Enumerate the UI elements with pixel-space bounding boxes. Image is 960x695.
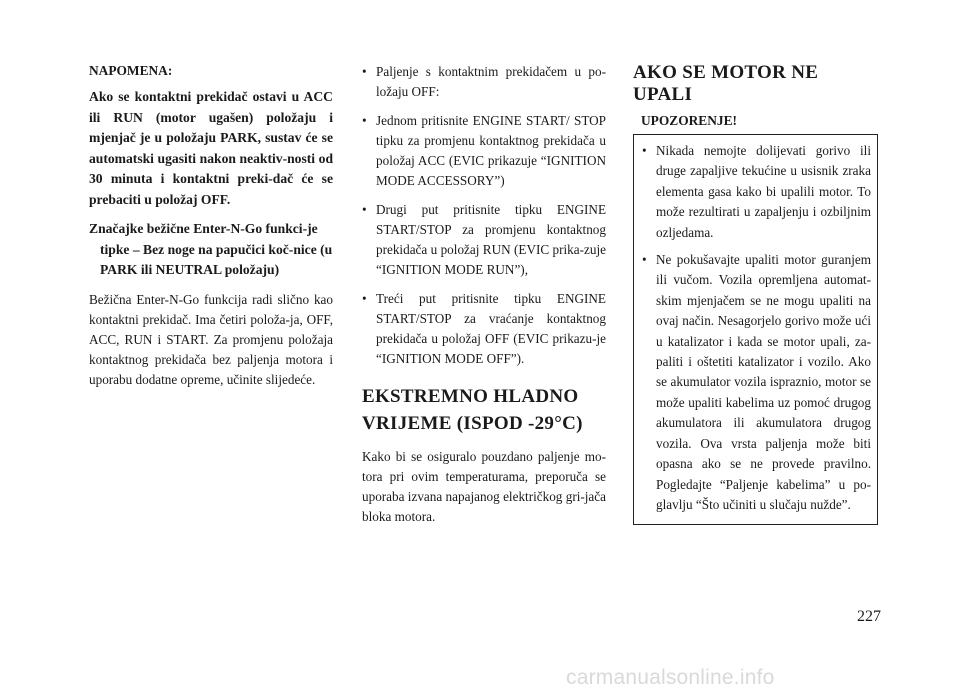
- cold-weather-heading: EKSTREMNO HLADNO VRIJEME (ISPOD -29°C): [362, 386, 583, 434]
- list-item: • Paljenje s kontaktnim prekidačem u po-ložaju OFF:: [362, 64, 606, 99]
- bullet-icon: •: [642, 252, 647, 268]
- warning-title: UPOZORENJE!: [641, 113, 737, 128]
- watermark: carmanualsonline.info: [566, 666, 775, 689]
- bullet-icon: •: [642, 143, 647, 158]
- feature-text: Bežična Enter-N-Go funkcija radi slično kao kontaktni prekidač. Ima četiri položa-ja, OFF, ACC, RUN i START. Za promjenu položaja kontaktnog prekidača bez paljenja motora i uporabu dodatne opreme, učinite slijedeće.: [89, 291, 333, 387]
- left-column: [89, 62, 333, 390]
- warning-box: [633, 134, 878, 525]
- ignition-steps-list: [362, 62, 606, 369]
- cold-weather-text: Kako bi se osiguralo pouzdano paljenje mo-tora pri ovim temperaturama, preporuča se uporaba izvana napajanog električkog gri-jača bloka motora.: [362, 449, 606, 524]
- warning-list: [642, 141, 871, 515]
- list-item: • Drugi put pritisnite tipku ENGINE START/STOP za promjenu kontaktnog prekidača u položaj RUN (EVIC prika-zuje “IGNITION MODE RUN”),: [362, 202, 606, 277]
- no-start-heading: AKO SE MOTOR NE UPALI: [633, 62, 819, 105]
- right-column: [633, 62, 878, 525]
- page-number: 227: [857, 608, 881, 625]
- list-item: • Ne pokušavajte upaliti motor guranjem ili vučom. Vozila opremljena automat-skim mjenjačem se ne mogu upaliti na ovaj način. Nesagorjelo gorivo može ući u katalizator i kada se motor upali, za-paliti i oštetiti katalizator i vozilo. Ako se akumulator vozila ispraznio, motor se može upaliti kabelima uz pomoć drugog akumulatora ili akumulatora drugog vozila. Ova vrsta paljenja može biti opasna ako se ne provede pravilno. Pogledajte “Paljenje kabelima” u po-glavlju “Što učiniti u slučaju nužde”.: [642, 252, 871, 512]
- bullet-icon: •: [362, 202, 367, 217]
- list-item: • Nikada nemojte dolijevati gorivo ili druge zapaljive tekućine u usisnik zraka elementa gasa kako bi upalili motor. To može rezultirati u zapaljenju i ozbiljnim ozljedama.: [642, 143, 871, 240]
- list-item: • Treći put pritisnite tipku ENGINE START/STOP za vraćanje kontaktnog prekidača u položaj OFF (EVIC prikazu-je “IGNITION MODE OFF”).: [362, 291, 606, 366]
- bullet-icon: •: [362, 291, 367, 306]
- bullet-icon: •: [362, 113, 367, 128]
- list-item: • Jednom pritisnite ENGINE START/ STOP tipku za promjenu kontaktnog prekidača u položaj ACC (EVIC prikazuje “IGNITION MODE ACCESSORY”): [362, 113, 606, 188]
- middle-column: [362, 62, 606, 527]
- note-text: Ako se kontaktni prekidač ostavi u ACC ili RUN (motor ugašen) položaju i mjenjač je u položaju PARK, sustav će se automatski ugasiti nakon neaktiv-nosti od 30 minuta i kontaktni preki-dač će se prebaciti u položaj OFF.: [89, 89, 333, 207]
- note-title: NAPOMENA:: [89, 63, 173, 78]
- bullet-icon: •: [362, 64, 367, 79]
- feature-title: Značajke bežične Enter-N-Go funkci-je tipke – Bez noge na papučici koč-nice (u PARK ili NEUTRAL položaju): [89, 221, 333, 277]
